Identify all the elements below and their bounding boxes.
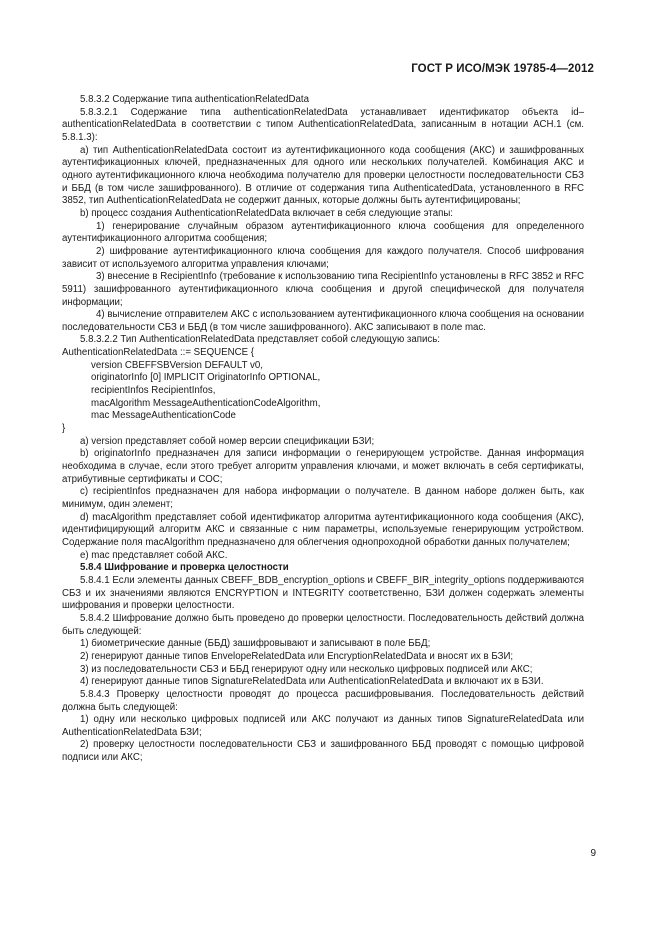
paragraph: 5.8.3.2.2 Тип AuthenticationRelatedData представляет собой следующую запись: [80, 334, 440, 346]
list-item: 3) из последовательности СБЗ и ББД генерируют одну или несколько цифровых подписей или АКС; [80, 663, 533, 675]
code-line: originatorInfo [0] IMPLICIT OriginatorInfo OPTIONAL, [91, 372, 321, 384]
code-line: AuthenticationRelatedData ::= SEQUENCE { [62, 347, 254, 359]
sub-list-item: 1) генерирование случайным образом аутентификационного ключа сообщения для определенного аутентификационного алгоритма сообщения; [62, 220, 584, 245]
list-item: 2) генерируют данные типов EnvelopeRelatedData или EncryptionRelatedData и вносят их в БЗИ; [80, 650, 514, 662]
list-item: c) recipientInfos предназначен для набора информации о получателе. В данном наборе должен быть, как минимум, один элемент; [62, 486, 584, 510]
list-item: 4) генерируют данные типов SignatureRelatedData или AuthenticationRelatedData и включают их в БЗИ. [80, 676, 544, 688]
sub-list-item: 3) внесение в RecipientInfo (требование к использованию типа RecipientInfo установлены в RFC 3852 и RFC 5911) зашифрованного аутентификационного ключа сообщения и другой специфической для получателя информации; [62, 271, 584, 308]
paragraph: 5.8.4.1 Если элементы данных CBEFF_BDB_encryption_options и CBEFF_BIR_integrity_options поддерживаются СБЗ и их значениями являются ENCRYPTION и INTEGRITY соответственно, БЗИ должен содержать элементы шифрования и проверки целостности. [62, 574, 584, 612]
list-item: 1) одну или несколько цифровых подписей или АКС получают из данных типов SignatureRelatedData или AuthenticationRelatedData БЗИ; [62, 714, 584, 738]
list-item: b) процесс создания AuthenticationRelatedData включает в себя следующие этапы: [80, 207, 453, 219]
sub-list-item: 4) вычисление отправителем АКС с использованием аутентификационного ключа сообщения на основании последовательности СБЗ и ББД (в том числе зашифрованного). АКС записывают в поле mac. [62, 309, 584, 333]
list-item: 1) биометрические данные (ББД) зашифровывают и записывают в поле ББД; [80, 638, 431, 650]
code-line: mac MessageAuthenticationCode [91, 410, 236, 422]
paragraph: 5.8.4.2 Шифрование должно быть проведено до проверки целостности. Последовательность действий должна быть следующей: [62, 612, 584, 637]
code-line: recipientInfos RecipientInfos, [91, 385, 216, 397]
paragraph: 5.8.3.2.1 Содержание типа authenticationRelatedData устанавливает идентификатор объекта id–authenticationRelatedData в соответствии с типом AuthenticationRelatedData, записанным в нотации АСН.1 (см. 5.8.1.3): [62, 106, 584, 143]
code-line: } [62, 423, 66, 435]
standard-header: ГОСТ Р ИСО/МЭК 19785-4—2012 [411, 63, 594, 75]
list-item: 2) проверку целостности последовательности СБЗ и зашифрованного ББД проводят с помощью цифровой подписи или АКС; [62, 739, 584, 764]
code-line: version CBEFFSBVersion DEFAULT v0, [91, 359, 263, 371]
sub-list-item: 2) шифрование аутентификационного ключа сообщения для каждого получателя. Способ шифрования зависит от используемого алгоритма управления ключами; [62, 245, 584, 270]
section-heading: 5.8.3.2 Содержание типа authenticationRelatedData [80, 94, 309, 105]
list-item: a) тип AuthenticationRelatedData состоит из аутентификационного кода сообщения (АКС) и зашифрованных аутентификационных ключей, предназначенных для одного или нескольких получателей. Комбинация АКС и одного аутентификационного ключа необходима получателю для проверки целостности последовательности СБЗ и ББД (в том числе зашифрованного). В отличие от содержания типа AuthenticatedData, установленного в RFC 3852, тип AuthenticationRelatedData не содержит данных, которые должны быть аутентифицированы; [62, 144, 584, 207]
list-item: e) mac представляет собой АКС. [80, 549, 228, 561]
list-item: a) version представляет собой номер версии спецификации БЗИ; [80, 435, 375, 447]
paragraph: 5.8.4.3 Проверку целостности проводят до процесса расшифровывания. Последовательность действий должна быть следующей: [62, 688, 584, 713]
page-number: 9 [590, 848, 596, 859]
list-item: b) originatorInfo предназначен для записи информации о генерирующем устройстве. Данная информация необходима в случае, если этого требует алгоритм управления ключами, и может включать в себя сертификаты, атрибутивные сертификаты и СОС; [62, 448, 584, 485]
document-body [62, 94, 584, 765]
code-line: macAlgorithm MessageAuthenticationCodeAlgorithm, [91, 397, 321, 409]
section-heading: 5.8.4 Шифрование и проверка целостности [80, 562, 289, 574]
list-item: d) macAlgorithm представляет собой идентификатор алгоритма аутентификационного кода сообщения (АКС), идентифицирующий алгоритм АКС и связанные с ним параметры, используемые генерирующим устройством. Содержание поля macAlgorithm предназначено для облегчения однопроходной обработки данных получателем; [62, 511, 584, 548]
